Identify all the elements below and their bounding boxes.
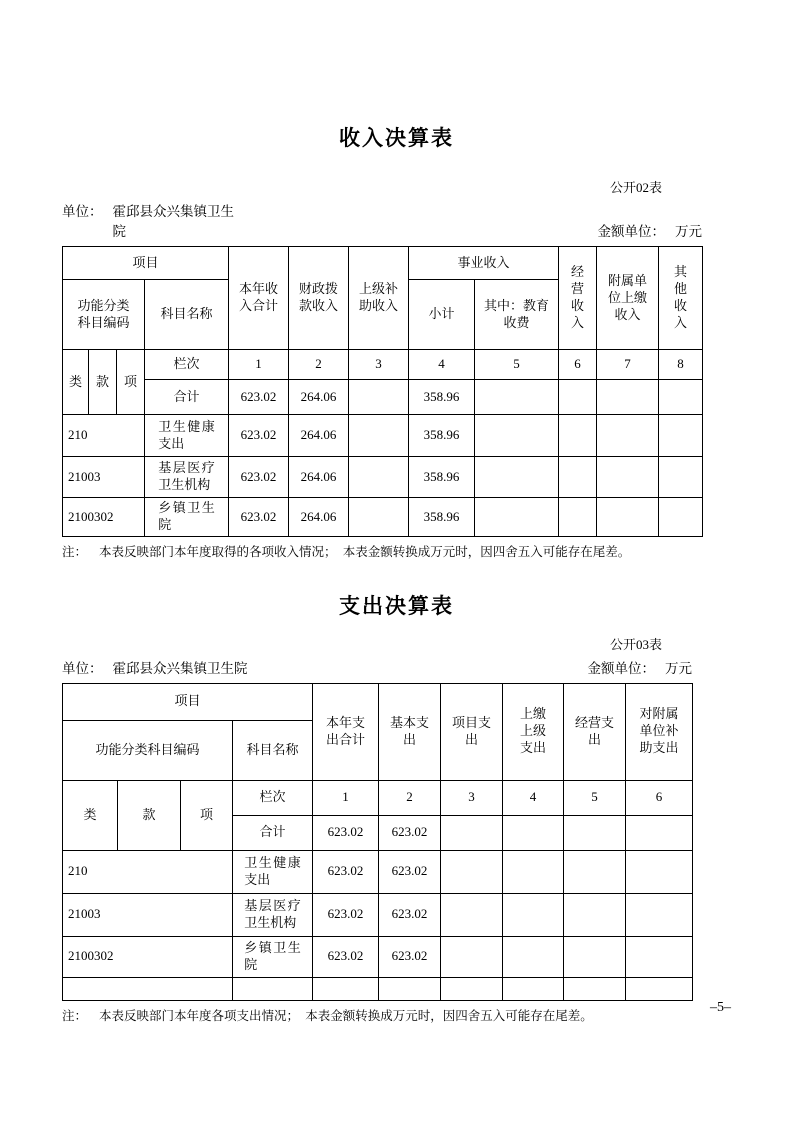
column-number: 5 bbox=[564, 780, 626, 815]
cell-value bbox=[475, 380, 559, 415]
cell-function-code bbox=[63, 977, 233, 1000]
income-meta-row bbox=[62, 200, 702, 240]
header-category: 类 bbox=[63, 780, 118, 850]
cell-value bbox=[559, 380, 597, 415]
cell-value: 623.02 bbox=[229, 380, 289, 415]
cell-value bbox=[441, 936, 503, 977]
expense-amount-unit-block bbox=[588, 657, 693, 677]
column-number: 3 bbox=[349, 350, 409, 380]
cell-value: 358.96 bbox=[409, 380, 475, 415]
col-header-other-text: 其他收入 bbox=[674, 264, 688, 331]
col-header-superior-text: 上级补助收入 bbox=[359, 281, 399, 314]
table-row bbox=[63, 936, 693, 977]
cell-value bbox=[349, 457, 409, 498]
cell-value bbox=[597, 457, 659, 498]
cell-value bbox=[503, 893, 564, 936]
header-subject-name: 科目名称 bbox=[233, 720, 313, 780]
cell-value: 623.02 bbox=[379, 850, 441, 893]
expense-note bbox=[62, 1006, 731, 1024]
col-header-operating-income bbox=[559, 247, 597, 350]
expense-note-text: 本表反映部门本年度各项支出情况； 本表金额转换成万元时，因四舍五入可能存在尾差。 bbox=[99, 1008, 593, 1023]
table-row bbox=[63, 893, 693, 936]
cell-value: 623.02 bbox=[229, 415, 289, 457]
cell-subject-name-text: 卫生健康支出 bbox=[244, 854, 301, 887]
empty-row bbox=[63, 977, 693, 1000]
income-note-label: 注： bbox=[62, 545, 88, 560]
cell-value: 623.02 bbox=[313, 936, 379, 977]
column-number: 6 bbox=[626, 780, 693, 815]
header-function-code bbox=[63, 280, 145, 350]
cell-value bbox=[559, 457, 597, 498]
cell-value: 264.06 bbox=[289, 380, 349, 415]
cell-value: 623.02 bbox=[229, 498, 289, 537]
cell-total-label: 合计 bbox=[233, 815, 313, 850]
cell-subject-name bbox=[233, 893, 313, 936]
col-header-basic-expense bbox=[379, 683, 441, 780]
cell-value: 623.02 bbox=[379, 936, 441, 977]
header-function-code-text: 功能分类科目编码 bbox=[77, 297, 130, 330]
column-number: 6 bbox=[559, 350, 597, 380]
expense-header-row-1 bbox=[63, 683, 693, 720]
col-header-operating-text: 经营收入 bbox=[571, 264, 585, 331]
income-header-row-1 bbox=[63, 247, 703, 280]
header-item: 项 bbox=[181, 780, 233, 850]
col-header-business-income: 事业收入 bbox=[409, 247, 559, 280]
cell-value bbox=[597, 498, 659, 537]
cell-value bbox=[564, 815, 626, 850]
header-item: 项 bbox=[117, 350, 145, 415]
cell-value bbox=[349, 498, 409, 537]
column-number: 2 bbox=[289, 350, 349, 380]
cell-value bbox=[441, 850, 503, 893]
cell-value bbox=[564, 850, 626, 893]
cell-value: 623.02 bbox=[379, 815, 441, 850]
cell-value bbox=[659, 457, 703, 498]
income-column-index-row bbox=[63, 350, 703, 380]
cell-value bbox=[626, 850, 693, 893]
col-header-fiscal-text: 财政拨款收入 bbox=[299, 281, 339, 314]
col-header-operating-expense bbox=[564, 683, 626, 780]
table-row bbox=[63, 457, 703, 498]
cell-function-code: 21003 bbox=[63, 457, 145, 498]
table-row bbox=[63, 415, 703, 457]
col-header-business-subtotal: 小计 bbox=[409, 280, 475, 350]
cell-value: 358.96 bbox=[409, 457, 475, 498]
cell-value bbox=[313, 977, 379, 1000]
cell-function-code: 21003 bbox=[63, 893, 233, 936]
cell-value bbox=[564, 936, 626, 977]
cell-value: 358.96 bbox=[409, 498, 475, 537]
col-header-education-fees bbox=[475, 280, 559, 350]
col-header-affiliated-subsidy-expense bbox=[626, 683, 693, 780]
page-number: –5– bbox=[710, 1000, 731, 1015]
header-category: 类 bbox=[63, 350, 89, 415]
cell-value bbox=[597, 415, 659, 457]
cell-value bbox=[379, 977, 441, 1000]
expense-table bbox=[62, 683, 693, 1001]
header-project: 项目 bbox=[63, 683, 313, 720]
cell-subject-name-text: 基层医疗卫生机构 bbox=[158, 460, 215, 493]
income-table bbox=[62, 246, 703, 537]
col-header-annual-expense-total bbox=[313, 683, 379, 780]
cell-value bbox=[349, 415, 409, 457]
cell-subject-name bbox=[145, 457, 229, 498]
col-header-project-text: 项目支出 bbox=[452, 714, 492, 747]
cell-total-label: 合计 bbox=[145, 380, 229, 415]
table-row bbox=[63, 498, 703, 537]
column-number: 1 bbox=[229, 350, 289, 380]
cell-value bbox=[559, 498, 597, 537]
cell-function-code: 210 bbox=[63, 850, 233, 893]
income-amount-unit-block bbox=[598, 220, 703, 240]
header-section: 款 bbox=[89, 350, 117, 415]
cell-value bbox=[659, 498, 703, 537]
income-unit-label: 单位： bbox=[62, 204, 103, 220]
cell-value bbox=[564, 977, 626, 1000]
col-header-other-income bbox=[659, 247, 703, 350]
col-header-affiliated-unit-income bbox=[597, 247, 659, 350]
cell-value bbox=[597, 380, 659, 415]
income-unit-value: 霍邱县众兴集镇卫生院 bbox=[112, 204, 234, 240]
cell-value bbox=[564, 893, 626, 936]
expense-unit-block bbox=[62, 657, 248, 677]
cell-value bbox=[441, 893, 503, 936]
col-header-annual-income-total-text: 本年收入合计 bbox=[239, 281, 279, 314]
cell-subject-name bbox=[233, 850, 313, 893]
col-header-fiscal-appropriation-income bbox=[289, 247, 349, 350]
expense-unit-value: 霍邱县众兴集镇卫生院 bbox=[112, 660, 248, 676]
cell-value bbox=[475, 498, 559, 537]
cell-value bbox=[503, 815, 564, 850]
col-header-superior-text: 上缴上级支出 bbox=[520, 706, 547, 755]
income-amount-unit-value: 万元 bbox=[675, 224, 702, 240]
cell-value bbox=[659, 380, 703, 415]
expense-meta-row bbox=[62, 657, 692, 677]
col-header-annual-income-total bbox=[229, 247, 289, 350]
expense-unit-label: 单位： bbox=[62, 660, 103, 676]
cell-function-code: 2100302 bbox=[63, 936, 233, 977]
header-section: 款 bbox=[118, 780, 181, 850]
cell-value bbox=[475, 415, 559, 457]
cell-value: 623.02 bbox=[313, 815, 379, 850]
col-header-operating-text: 经营支出 bbox=[575, 714, 615, 747]
cell-value bbox=[659, 415, 703, 457]
col-header-affiliated-text: 附属单位上缴收入 bbox=[608, 272, 648, 322]
cell-subject-name-text: 基层医疗卫生机构 bbox=[244, 897, 301, 930]
income-unit-block bbox=[62, 200, 239, 240]
cell-function-code: 2100302 bbox=[63, 498, 145, 537]
cell-value: 264.06 bbox=[289, 498, 349, 537]
column-number: 1 bbox=[313, 780, 379, 815]
income-table-title: 收入决算表 bbox=[339, 126, 454, 151]
cell-value bbox=[626, 893, 693, 936]
cell-subject-name bbox=[233, 977, 313, 1000]
cell-value bbox=[441, 815, 503, 850]
cell-subject-name bbox=[233, 936, 313, 977]
column-number: 2 bbox=[379, 780, 441, 815]
income-total-row bbox=[63, 380, 703, 415]
cell-subject-name bbox=[145, 498, 229, 537]
income-note bbox=[62, 542, 731, 560]
column-number: 4 bbox=[503, 780, 564, 815]
cell-value bbox=[626, 936, 693, 977]
header-function-code: 功能分类科目编码 bbox=[63, 720, 233, 780]
cell-value bbox=[503, 936, 564, 977]
cell-subject-name-text: 乡镇卫生院 bbox=[158, 500, 215, 533]
col-header-project-expense bbox=[441, 683, 503, 780]
cell-value: 623.02 bbox=[313, 850, 379, 893]
cell-value bbox=[441, 977, 503, 1000]
expense-amount-unit-label: 金额单位： bbox=[587, 660, 655, 676]
cell-value bbox=[626, 977, 693, 1000]
cell-value: 264.06 bbox=[289, 415, 349, 457]
cell-value bbox=[626, 815, 693, 850]
cell-value bbox=[503, 977, 564, 1000]
header-column-index-label: 栏次 bbox=[145, 350, 229, 380]
column-number: 3 bbox=[441, 780, 503, 815]
income-sheet-label: 公开02表 bbox=[609, 180, 662, 196]
cell-value bbox=[503, 850, 564, 893]
col-header-annual-expense-total-text: 本年支出合计 bbox=[326, 714, 366, 747]
expense-sheet-label: 公开03表 bbox=[609, 636, 662, 652]
header-project: 项目 bbox=[63, 247, 229, 280]
cell-value: 264.06 bbox=[289, 457, 349, 498]
col-header-affiliated-text: 对附属单位补助支出 bbox=[639, 706, 679, 755]
cell-subject-name-text: 乡镇卫生院 bbox=[244, 939, 301, 972]
column-number: 8 bbox=[659, 350, 703, 380]
cell-subject-name-text: 卫生健康支出 bbox=[158, 418, 215, 451]
col-header-superior-expense bbox=[503, 683, 564, 780]
expense-note-label: 注： bbox=[62, 1008, 88, 1023]
cell-subject-name bbox=[145, 415, 229, 457]
col-header-superior-subsidy-income bbox=[349, 247, 409, 350]
cell-value bbox=[559, 415, 597, 457]
cell-value: 623.02 bbox=[229, 457, 289, 498]
cell-value: 623.02 bbox=[313, 893, 379, 936]
column-number: 4 bbox=[409, 350, 475, 380]
cell-value: 623.02 bbox=[379, 893, 441, 936]
header-subject-name: 科目名称 bbox=[145, 280, 229, 350]
column-number: 5 bbox=[475, 350, 559, 380]
col-header-basic-text: 基本支出 bbox=[390, 714, 430, 747]
income-amount-unit-label: 金额单位： bbox=[597, 224, 665, 240]
income-note-text: 本表反映部门本年度取得的各项收入情况； 本表金额转换成万元时，因四舍五入可能存在尾差。 bbox=[99, 545, 631, 560]
cell-value bbox=[475, 457, 559, 498]
expense-amount-unit-value: 万元 bbox=[665, 660, 692, 676]
cell-function-code: 210 bbox=[63, 415, 145, 457]
column-number: 7 bbox=[597, 350, 659, 380]
cell-value: 358.96 bbox=[409, 415, 475, 457]
expense-column-index-row bbox=[63, 780, 693, 815]
col-header-education-fees-text: 其中：教育收费 bbox=[484, 297, 550, 330]
table-row bbox=[63, 850, 693, 893]
expense-table-title: 支出决算表 bbox=[339, 594, 454, 619]
cell-value bbox=[349, 380, 409, 415]
header-column-index-label: 栏次 bbox=[233, 780, 313, 815]
